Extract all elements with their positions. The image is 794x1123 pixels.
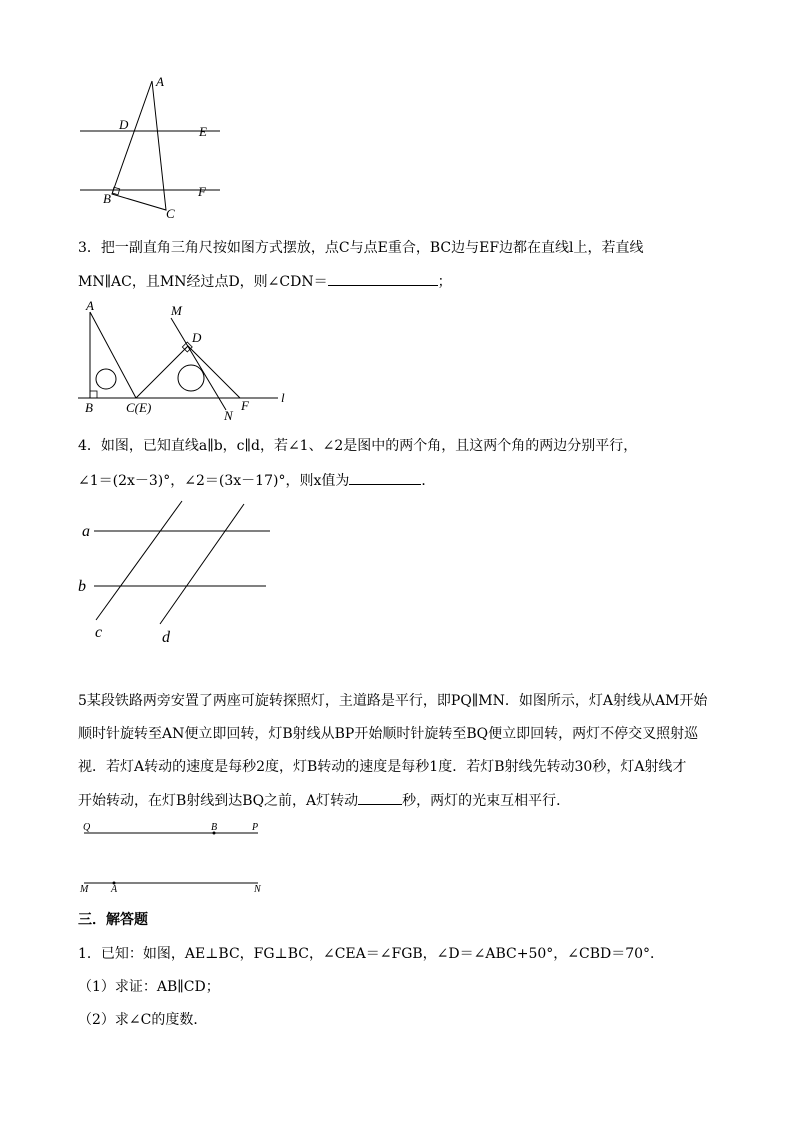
label-Q: Q [83, 822, 91, 833]
q4-text-line1: 4．如图，已知直线a∥b，c∥d，若∠1、∠2是图中的两个角，且这两个角的两边分别平行， [78, 438, 638, 454]
label-N: N [224, 408, 233, 420]
label-D: D [192, 330, 202, 345]
label-c: c [95, 624, 103, 641]
s3-q1-part1: （1）求证：AB∥CD； [78, 979, 220, 995]
s3-q1-part2: （2）求∠C的度数． [78, 1012, 208, 1028]
figure-triangle-parallel-lines [70, 72, 230, 224]
label-A: A [156, 74, 164, 89]
label-E: E [199, 124, 207, 139]
label-B: B [211, 822, 218, 833]
label-b: b [78, 578, 86, 595]
q4-text-line2 [78, 470, 435, 491]
q5-text-line1: 5某段铁路两旁安置了两座可旋转探照灯，主道路是平行，即PQ∥MN．如图所示，灯A射线从AM开始 [78, 693, 708, 709]
q4-text-part: ∠1＝(2x－3)°，∠2＝(3x－17)°，则x值为 [78, 473, 350, 489]
q3-text-line1: 3．把一副直角三角尺按如图方式摆放，点C与点E重合，BC边与EF边都在直线l上，若直线 [78, 240, 644, 256]
label-d: d [162, 629, 170, 646]
section-title: 三．解答题 [78, 912, 148, 928]
q3-text-part: MN∥AC，且MN经过点D，则∠CDN＝ [78, 274, 328, 290]
label-l: l [281, 390, 285, 405]
label-A: A [86, 298, 94, 313]
label-D: D [119, 117, 129, 132]
figure-searchlights [78, 816, 268, 896]
figure-triangle-rulers [74, 298, 304, 420]
q3-text-line2 [78, 271, 452, 292]
label-M: M [80, 884, 89, 895]
label-C(E): C(E) [126, 400, 152, 415]
label-A: A [111, 884, 118, 895]
s3-q1-line1: 1．已知：如图，AE⊥BC，FG⊥BC，∠CEA＝∠FGB，∠D＝∠ABC+50°，∠CBD＝70°． [78, 946, 665, 962]
q5-text-line4 [78, 790, 570, 811]
label-B: B [103, 191, 111, 206]
label-B: B [85, 400, 93, 415]
q3-answer-blank [328, 271, 438, 286]
label-F: F [241, 398, 249, 413]
label-F: F [198, 184, 206, 199]
q5-text-part: 开始转动，在灯B射线到达BQ之前，A灯转动 [78, 793, 359, 809]
q5-answer-blank [358, 790, 402, 805]
q3-text-end: ； [437, 274, 452, 290]
label-P: P [252, 822, 259, 833]
label-C: C [166, 206, 175, 221]
q4-answer-blank [349, 470, 421, 485]
q4-text-end: ． [421, 473, 436, 489]
q5-text-line2: 顺时针旋转至AN便立即回转，灯B射线从BP开始顺时针旋转至BQ便立即回转，两灯不停交叉照射巡 [78, 726, 699, 742]
label-N: N [254, 884, 261, 895]
q5-text-end: 秒，两灯的光束互相平行． [402, 793, 571, 809]
q5-text-line3: 视．若灯A转动的速度是每秒2度，灯B转动的速度是每秒1度．若灯B射线先转动30秒，灯A射线才 [78, 759, 687, 775]
figure-parallel-lines-abcd [74, 496, 284, 648]
label-M: M [171, 303, 182, 318]
label-a: a [82, 523, 90, 540]
